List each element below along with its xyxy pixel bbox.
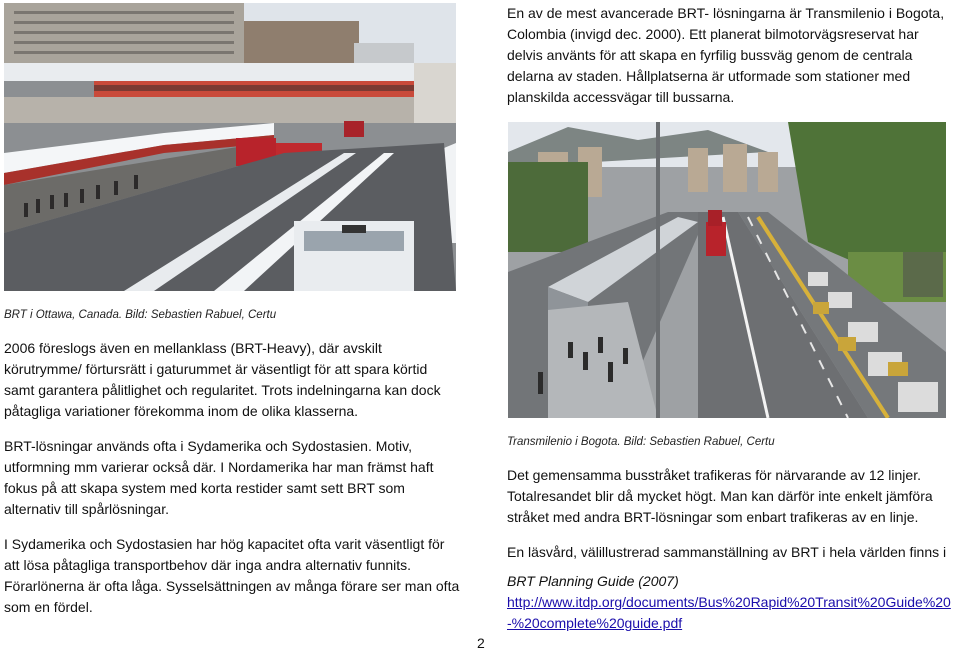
bogota-caption	[507, 434, 955, 450]
paragraph-brt-regions: BRT-lösningar används ofta i Sydamerika och Sydostasien. Motiv, utformning mm varierar också där. I Nordamerika har man främst haft fokus på att skapa system med korta restider samt sett BRT som alternativ till spårlösningar.	[4, 438, 434, 517]
right-column	[507, 465, 955, 634]
bogota-transmilenio-photo	[508, 122, 946, 418]
intro-text: En av de mest avancerade BRT- lösningarna är Transmilenio i Bogota, Colombia (invigd dec. 2000). Ett planerat bilmotorvägsreservat har delvis använts för att skapa en fyrfilig bussväg genom de centrala delarna av staden. Hållplatserna är utformade som stationer med planskilda accessvägar till bussarna.	[507, 5, 945, 105]
ottawa-caption	[4, 307, 456, 323]
paragraph-brt-heavy: 2006 föreslogs även en mellanklass (BRT-Heavy), där avskilt körutrymme/ förtursrätt i gaturummet är väsentligt för att spara körtid samt garantera pålitlighet och regularitet. Trots indelningarna kan dock påtagliga variationer förekomma inom de olika klasserna.	[4, 340, 441, 419]
intro-paragraph	[507, 3, 955, 108]
ottawa-caption-credit: Bild: Sebastien Rabuel, Certu	[125, 309, 277, 321]
paragraph-shared-corridor: Det gemensamma busstråket trafikeras för närvarande av 12 linjer. Totalresandet blir då mycket högt. Man kan därför inte enkelt jämföra stråket med andra BRT-lösningar som enbart trafikeras av en linje.	[507, 467, 933, 525]
ottawa-caption-label: BRT i Ottawa, Canada.	[4, 309, 123, 321]
paragraph-guide-intro: En läsvård, välillustrerad sammanställning av BRT i hela världen finns i	[507, 544, 947, 560]
left-column	[4, 338, 460, 618]
bogota-caption-credit: Bild: Sebastien Rabuel, Certu	[623, 436, 775, 448]
paragraph-capacity: I Sydamerika och Sydostasien har hög kapacitet ofta varit väsentligt för att lösa påtagliga transportbehov där inga andra alternativ funnits. Förarlönerna är ofta låga. Sysselsättningen av många förare ser man ofta som en fördel.	[4, 536, 460, 615]
bogota-caption-label: Transmilenio i Bogota.	[507, 436, 621, 448]
guide-link[interactable]: http://www.itdp.org/documents/Bus%20Rapid%20Transit%20Guide%20-%20complete%20guide.pdf	[507, 594, 951, 631]
page-number: 2	[477, 635, 485, 651]
guide-title: BRT Planning Guide (2007)	[507, 573, 679, 589]
ottawa-brt-photo	[4, 3, 456, 291]
